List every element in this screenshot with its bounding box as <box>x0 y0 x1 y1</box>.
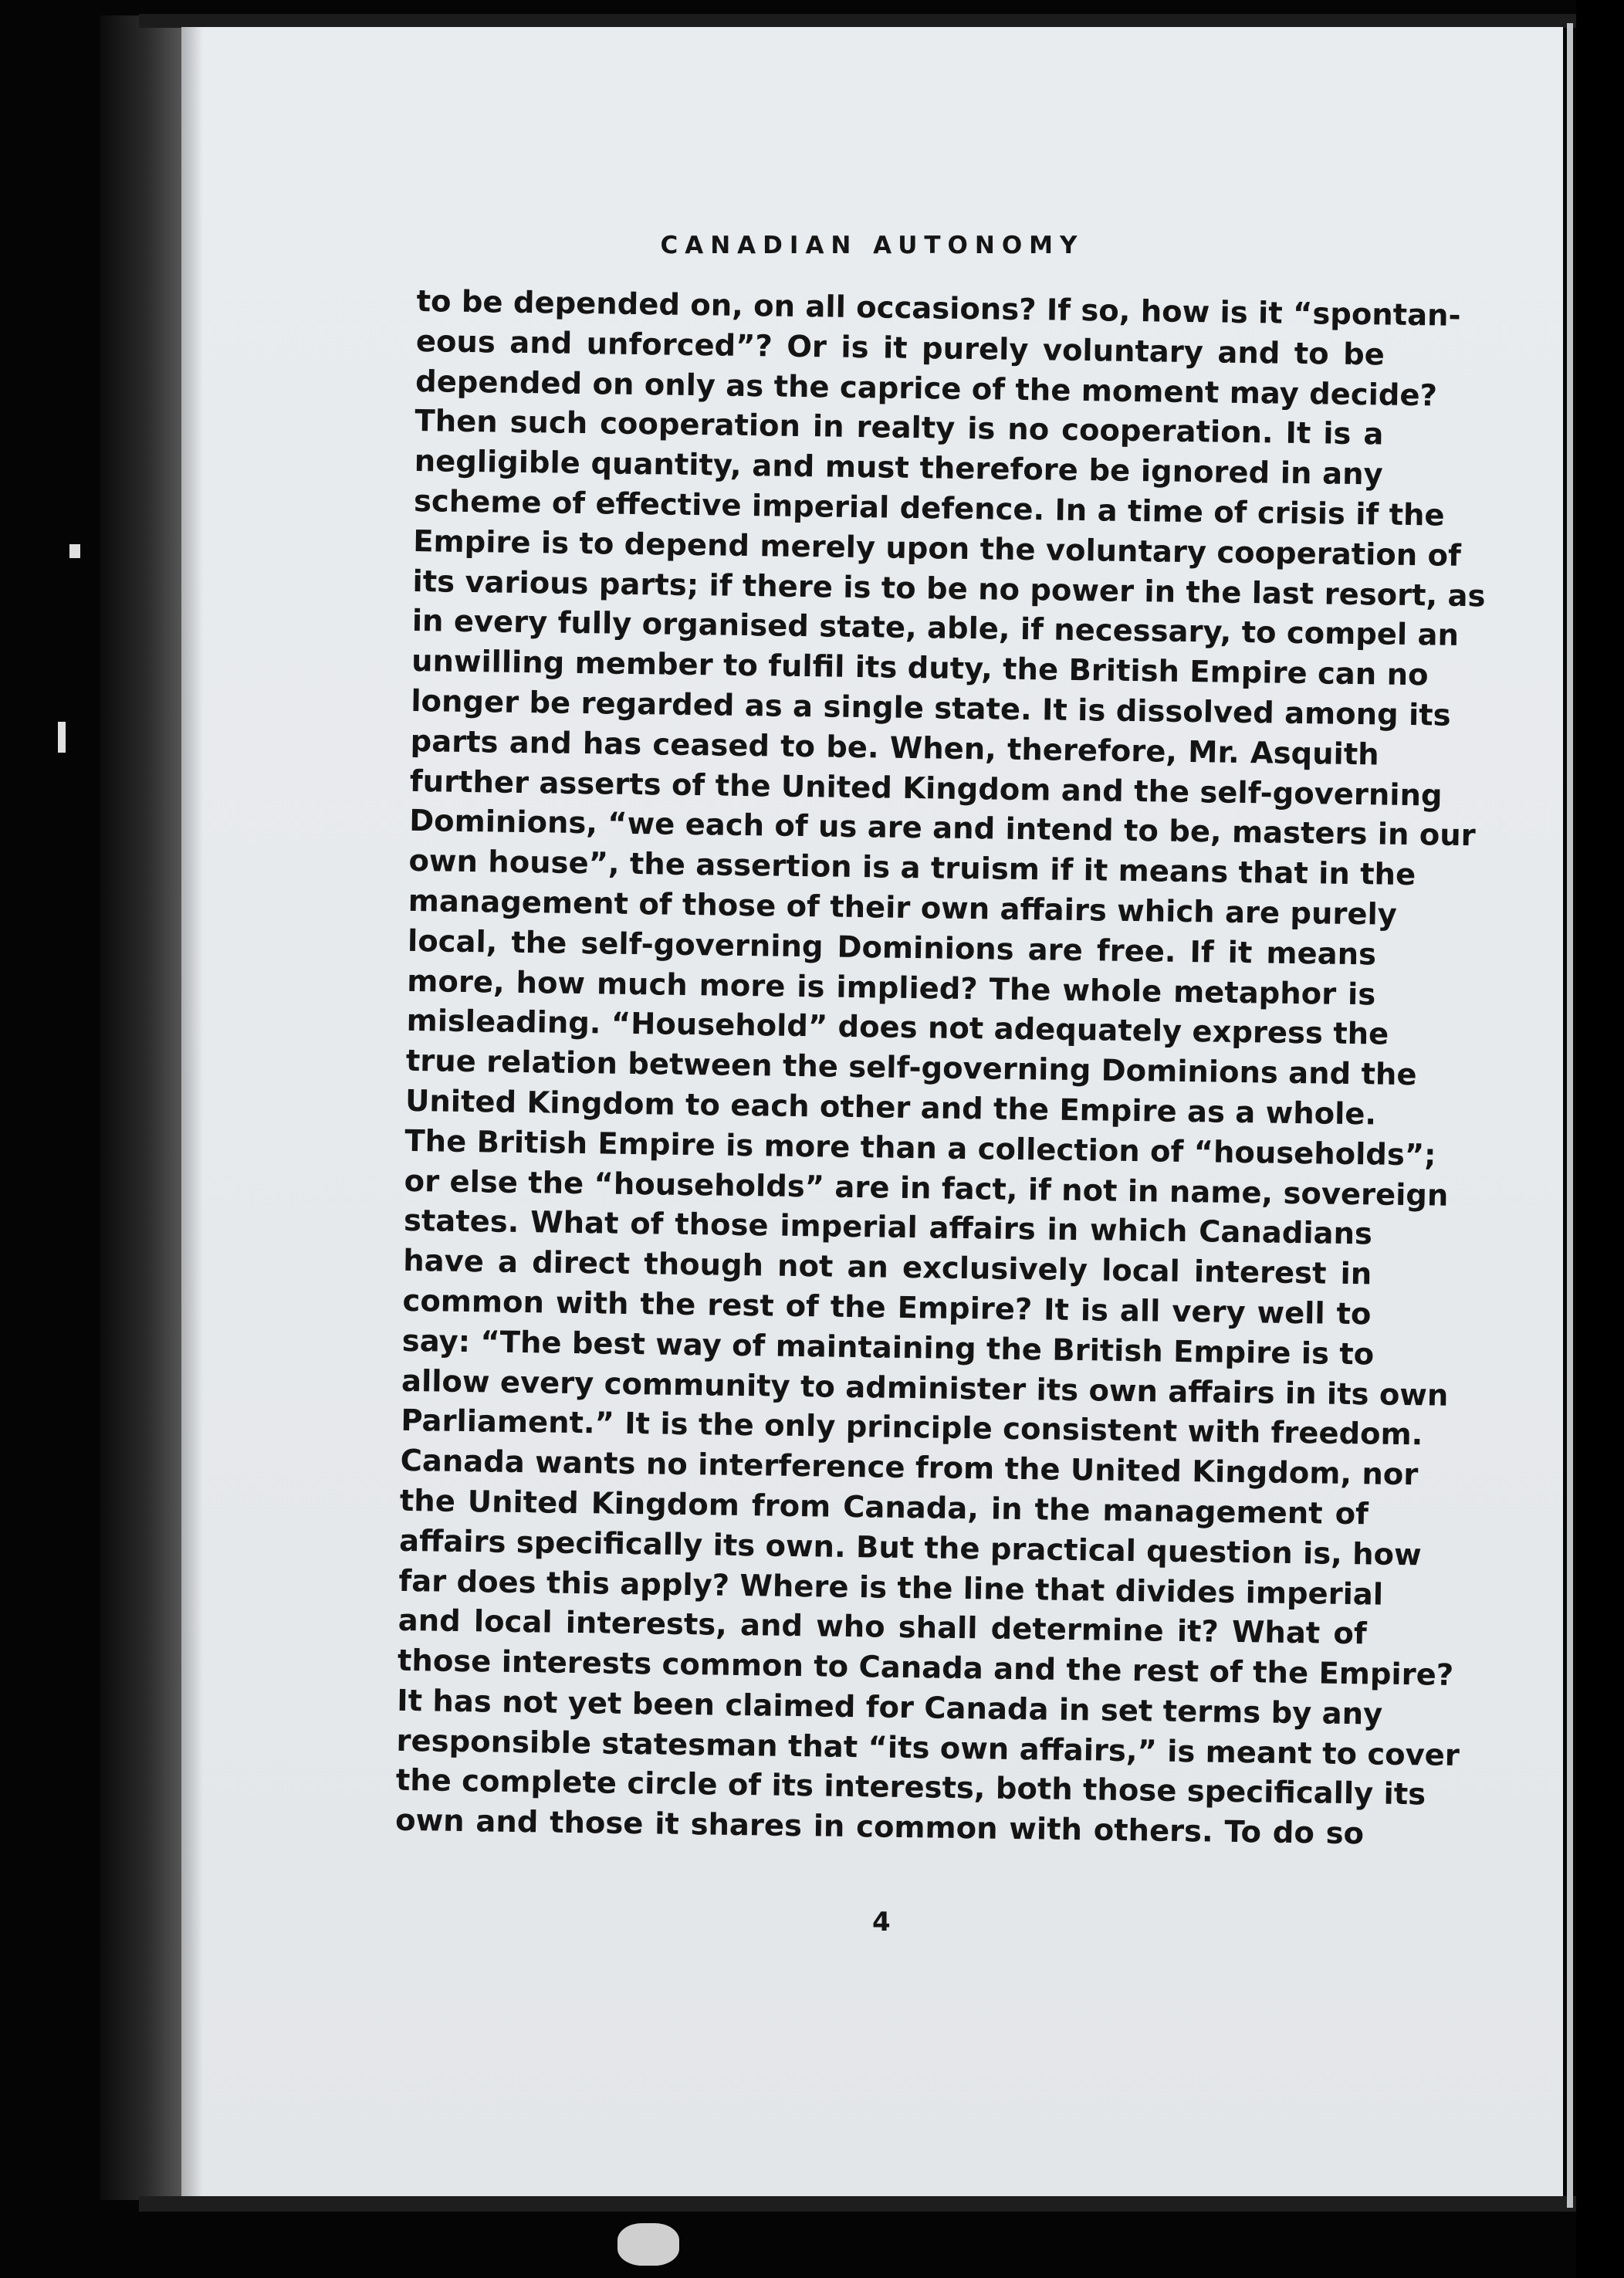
text-line: Dominions, “we each of us are and intend to be, masters in our <box>408 804 1476 854</box>
text-line: eous and unforced”? Or is it purely voluntary and to be <box>415 323 1385 373</box>
text-line: negligible quantity, and must therefore be ignored in any <box>414 444 1383 492</box>
text-line: common with the rest of the Empire? It is all very well to <box>402 1283 1372 1332</box>
text-line: own house”, the assertion is a truism if it means that in the <box>408 844 1416 893</box>
text-line: scheme of effective imperial defence. In a time of crisis if the <box>413 483 1445 533</box>
text-line: the complete circle of its interests, both those specifically its <box>395 1763 1426 1813</box>
text-line: own and those it shares in common with others. To do so <box>394 1803 1365 1852</box>
bottom-scan-edge <box>139 2196 1590 2212</box>
text-line: responsible statesman that “its own affairs,” is meant to cover <box>396 1723 1460 1773</box>
scan-speck <box>69 544 80 558</box>
text-line: United Kingdom to each other and the Empire as a whole. <box>404 1083 1377 1132</box>
page-gutter-shadow <box>181 27 203 2196</box>
text-line: Empire is to depend merely upon the voluntary cooperation of <box>412 523 1462 574</box>
top-scan-edge <box>139 14 1590 28</box>
text-line: further asserts of the United Kingdom and the self-governing <box>409 763 1443 814</box>
text-line: those interests common to Canada and the rest of the Empire? <box>397 1643 1454 1694</box>
text-line: depended on only as the caprice of the moment may decide? <box>414 364 1438 414</box>
text-line: and local interests, and who shall determine it? What of <box>398 1603 1367 1652</box>
text-line: Canada wants no interference from the United Kingdom, nor <box>400 1443 1419 1493</box>
text-line: Parliament.” It is the only principle consistent with freedom. <box>401 1403 1423 1453</box>
binding-shadow <box>100 15 185 2200</box>
text-line: allow every community to administer its own affairs in its own <box>401 1363 1449 1413</box>
text-line: its various parts; if there is to be no power in the last resort, as <box>412 564 1486 614</box>
text-line: management of those of their own affairs which are purely <box>408 883 1398 933</box>
text-line: the United Kingdom from Canada, in the management of <box>399 1483 1369 1532</box>
scan-speck <box>617 2223 679 2266</box>
text-line: true relation between the self-governing Dominions and the <box>405 1044 1417 1093</box>
text-line: far does this apply? Where is the line that divides imperial <box>398 1563 1384 1613</box>
text-line: in every fully organised state, able, if necessary, to compel an <box>411 604 1460 654</box>
text-line: misleading. “Household” does not adequately express the <box>406 1004 1389 1053</box>
text-line: local, the self-governing Dominions are free. If it means <box>407 923 1377 973</box>
text-line: have a direct though not an exclusively local interest in <box>402 1244 1372 1292</box>
text-line: unwilling member to fulfil its duty, the British Empire can no <box>411 644 1429 693</box>
text-line: say: “The best way of maintaining the British Empire is to <box>401 1323 1375 1373</box>
text-line: more, how much more is implied? The whole metaphor is <box>407 963 1376 1012</box>
text-line: to be depended on, on all occasions? If so, how is it “spontan- <box>416 283 1461 333</box>
text-line: states. What of those imperial affairs in which Canadians <box>403 1203 1373 1252</box>
text-line: affairs specifically its own. But the practical question is, how <box>398 1523 1422 1573</box>
text-line: longer be regarded as a single state. It is dissolved among its <box>411 683 1451 733</box>
right-scan-border <box>1576 0 1624 2278</box>
text-line: or else the “households” are in fact, if not in name, sovereign <box>404 1163 1449 1213</box>
text-line: The British Empire is more than a collection of “households”; <box>404 1123 1436 1173</box>
scan-speck <box>58 722 66 753</box>
running-head: CANADIAN AUTONOMY <box>660 232 1084 259</box>
next-page-edge <box>1567 23 1573 2208</box>
page-number: 4 <box>872 1907 891 1938</box>
text-line: parts and has ceased to be. When, therefore, Mr. Asquith <box>410 723 1379 773</box>
text-line: Then such cooperation in realty is no cooperation. It is a <box>414 404 1384 452</box>
body-text <box>394 282 1486 1854</box>
text-line: It has not yet been claimed for Canada in set terms by any <box>397 1683 1383 1732</box>
